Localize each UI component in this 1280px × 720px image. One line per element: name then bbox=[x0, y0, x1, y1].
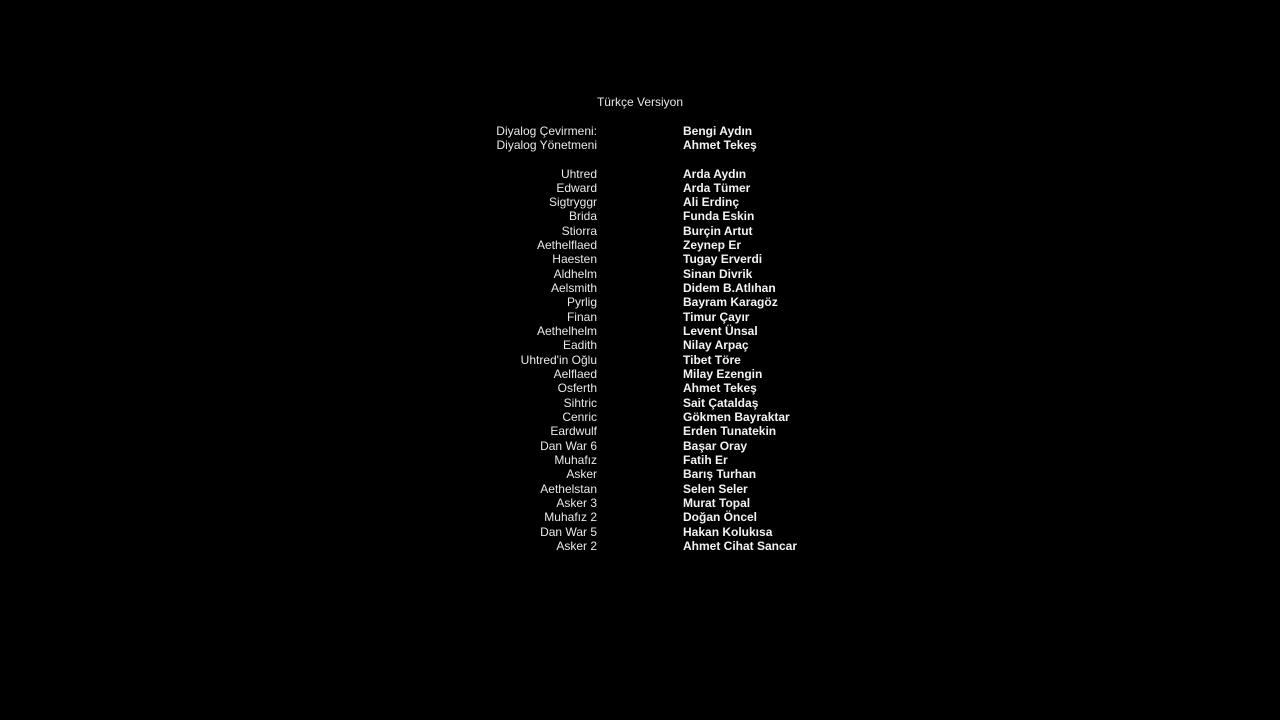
character-name: Muhafız bbox=[554, 453, 597, 468]
voice-actor-name: Ali Erdinç bbox=[683, 195, 740, 210]
voice-actor-name: Milay Ezengin bbox=[683, 367, 763, 382]
credit-row bbox=[0, 224, 1280, 238]
character-name: Haesten bbox=[552, 252, 597, 267]
crew-credits-block bbox=[0, 124, 1280, 153]
credit-row bbox=[0, 209, 1280, 223]
crew-person-name: Ahmet Tekeş bbox=[683, 138, 757, 153]
voice-actor-name: Sait Çataldaş bbox=[683, 395, 759, 410]
character-name: Dan War 5 bbox=[540, 524, 597, 539]
voice-actor-name: Burçin Artut bbox=[683, 223, 753, 238]
credit-row bbox=[0, 367, 1280, 381]
credit-row bbox=[0, 167, 1280, 181]
character-name: Cenric bbox=[562, 410, 597, 425]
character-name: Edward bbox=[556, 180, 597, 195]
character-name: Aethelhelm bbox=[536, 324, 597, 339]
character-name: Osferth bbox=[557, 381, 597, 396]
credit-row bbox=[0, 267, 1280, 281]
voice-actor-name: Arda Tümer bbox=[683, 180, 751, 195]
character-name: Sihtric bbox=[563, 395, 597, 410]
character-name: Eardwulf bbox=[550, 424, 597, 439]
character-name: Dan War 6 bbox=[540, 438, 597, 453]
voice-actor-name: Timur Çayır bbox=[683, 309, 750, 324]
voice-actor-name: Bayram Karagöz bbox=[683, 295, 778, 310]
voice-actor-name: Başar Oray bbox=[683, 438, 748, 453]
voice-actor-name: Selen Seler bbox=[683, 481, 748, 496]
character-name: Sigtryggr bbox=[548, 195, 597, 210]
crew-role-label: Diyalog Çevirmeni: bbox=[496, 124, 597, 138]
character-name: Aethelstan bbox=[540, 481, 597, 496]
credit-row bbox=[0, 295, 1280, 309]
credit-row bbox=[0, 353, 1280, 367]
credit-row bbox=[0, 238, 1280, 252]
credit-row bbox=[0, 381, 1280, 395]
character-name: Muhafız 2 bbox=[544, 510, 597, 525]
voice-actor-name: Barış Turhan bbox=[683, 467, 757, 482]
credit-row bbox=[0, 424, 1280, 438]
voice-actor-name: Arda Aydın bbox=[683, 166, 747, 181]
credit-row bbox=[0, 281, 1280, 295]
credit-row bbox=[0, 410, 1280, 424]
character-name: Brida bbox=[568, 209, 597, 224]
character-name: Pyrlig bbox=[566, 295, 597, 310]
character-name: Aelflaed bbox=[553, 367, 597, 382]
credit-row bbox=[0, 324, 1280, 338]
character-name: Aldhelm bbox=[553, 266, 597, 281]
credit-row bbox=[0, 467, 1280, 481]
cast-credits-block bbox=[0, 167, 1280, 554]
voice-actor-name: Tugay Erverdi bbox=[683, 252, 763, 267]
voice-actor-name: Murat Topal bbox=[683, 496, 751, 511]
credit-row bbox=[0, 539, 1280, 553]
credits-title: Türkçe Versiyon bbox=[596, 95, 684, 109]
character-name: Stiorra bbox=[561, 223, 597, 238]
voice-actor-name: Hakan Kolukısa bbox=[683, 524, 773, 539]
credit-row bbox=[0, 510, 1280, 524]
credit-row bbox=[0, 396, 1280, 410]
character-name: Aethelflaed bbox=[536, 238, 597, 253]
voice-actor-name: Zeynep Er bbox=[683, 238, 742, 253]
voice-actor-name: Sinan Divrik bbox=[683, 266, 753, 281]
credit-row bbox=[0, 453, 1280, 467]
voice-actor-name: Levent Ünsal bbox=[683, 324, 758, 339]
voice-actor-name: Gökmen Bayraktar bbox=[683, 410, 790, 425]
credit-row bbox=[0, 138, 1280, 152]
voice-actor-name: Ahmet Tekeş bbox=[683, 381, 757, 396]
credit-row bbox=[0, 482, 1280, 496]
character-name: Eadith bbox=[562, 338, 597, 353]
credit-row bbox=[0, 439, 1280, 453]
character-name: Finan bbox=[566, 309, 597, 324]
credit-row bbox=[0, 310, 1280, 324]
voice-actor-name: Erden Tunatekin bbox=[683, 424, 777, 439]
credit-row bbox=[0, 252, 1280, 266]
character-name: Asker 2 bbox=[556, 539, 597, 554]
voice-actor-name: Didem B.Atlıhan bbox=[683, 281, 776, 296]
voice-actor-name: Doğan Öncel bbox=[683, 510, 758, 525]
credit-row bbox=[0, 338, 1280, 352]
crew-role-label: Diyalog Yönetmeni bbox=[496, 138, 597, 153]
character-name: Asker 3 bbox=[556, 496, 597, 511]
credit-row bbox=[0, 181, 1280, 195]
voice-actor-name: Nilay Arpaç bbox=[683, 338, 749, 353]
character-name: Uhtred'in Oğlu bbox=[520, 352, 597, 367]
voice-actor-name: Funda Eskin bbox=[683, 209, 755, 224]
credit-row bbox=[0, 496, 1280, 510]
crew-person-name: Bengi Aydın bbox=[683, 124, 753, 138]
voice-actor-name: Fatih Er bbox=[683, 453, 728, 468]
character-name: Uhtred bbox=[560, 166, 597, 181]
credit-row bbox=[0, 195, 1280, 209]
voice-actor-name: Ahmet Cihat Sancar bbox=[683, 539, 798, 554]
character-name: Aelsmith bbox=[550, 281, 597, 296]
credit-row bbox=[0, 525, 1280, 539]
character-name: Asker bbox=[566, 467, 597, 482]
credit-row bbox=[0, 124, 1280, 138]
voice-actor-name: Tibet Töre bbox=[683, 352, 741, 367]
